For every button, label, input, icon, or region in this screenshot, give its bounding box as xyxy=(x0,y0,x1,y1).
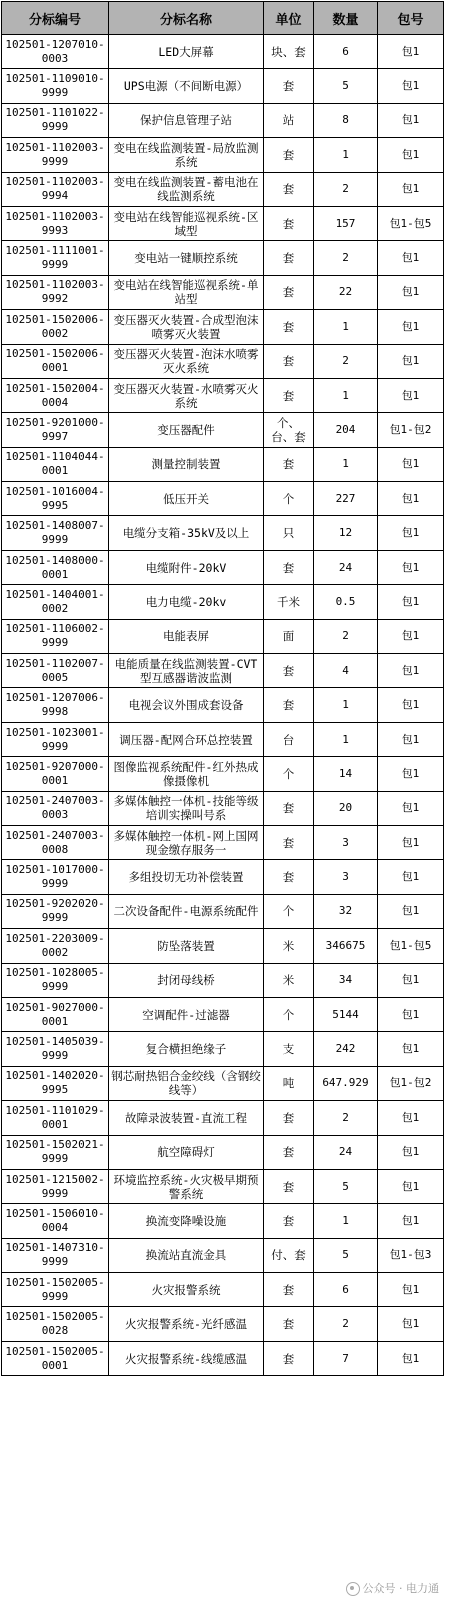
cell-unit: 个、台、套 xyxy=(264,413,314,447)
cell-qty: 2 xyxy=(314,344,378,378)
table-header xyxy=(2,2,444,35)
cell-code: 102501-1111001-9999 xyxy=(2,241,109,275)
cell-qty: 2 xyxy=(314,1101,378,1135)
cell-code: 102501-2407003-0008 xyxy=(2,825,109,859)
cell-code: 102501-1215002-9999 xyxy=(2,1169,109,1203)
cell-name: 电缆分支箱-35kV及以上 xyxy=(109,516,264,550)
table-row xyxy=(2,241,444,275)
cell-code: 102501-1502006-0002 xyxy=(2,310,109,344)
cell-qty: 2 xyxy=(314,172,378,206)
cell-unit: 套 xyxy=(264,654,314,688)
cell-unit: 套 xyxy=(264,69,314,103)
cell-name: 变电在线监测装置-蓄电池在线监测系统 xyxy=(109,172,264,206)
cell-pkg: 包1 xyxy=(378,722,444,756)
wechat-icon xyxy=(346,1582,360,1596)
cell-code: 102501-1102003-9994 xyxy=(2,172,109,206)
cell-code: 102501-1502006-0001 xyxy=(2,344,109,378)
cell-qty: 1 xyxy=(314,722,378,756)
table-row xyxy=(2,791,444,825)
cell-code: 102501-1023001-9999 xyxy=(2,722,109,756)
cell-unit: 套 xyxy=(264,1135,314,1169)
cell-unit: 个 xyxy=(264,997,314,1031)
cell-pkg: 包1 xyxy=(378,550,444,584)
cell-code: 102501-1502005-9999 xyxy=(2,1273,109,1307)
cell-name: 二次设备配件-电源系统配件 xyxy=(109,894,264,928)
cell-qty: 1 xyxy=(314,310,378,344)
cell-pkg: 包1 xyxy=(378,860,444,894)
cell-code: 102501-1017000-9999 xyxy=(2,860,109,894)
cell-name: 调压器-配网合环总控装置 xyxy=(109,722,264,756)
cell-code: 102501-1408000-0001 xyxy=(2,550,109,584)
cell-qty: 1 xyxy=(314,688,378,722)
cell-code: 102501-9207000-0001 xyxy=(2,757,109,791)
cell-pkg: 包1 xyxy=(378,1341,444,1375)
cell-qty: 1 xyxy=(314,447,378,481)
table-row xyxy=(2,1273,444,1307)
cell-name: 复合横担绝缘子 xyxy=(109,1032,264,1066)
table-row xyxy=(2,447,444,481)
cell-unit: 个 xyxy=(264,757,314,791)
cell-name: 换流站直流金具 xyxy=(109,1238,264,1272)
table-row xyxy=(2,206,444,240)
cell-name: 变压器灭火装置-水喷雾灭火系统 xyxy=(109,378,264,412)
cell-unit: 付、套 xyxy=(264,1238,314,1272)
cell-pkg: 包1 xyxy=(378,894,444,928)
cell-unit: 套 xyxy=(264,206,314,240)
cell-qty: 8 xyxy=(314,103,378,137)
cell-code: 102501-1502004-0004 xyxy=(2,378,109,412)
header-name: 分标名称 xyxy=(109,2,264,35)
cell-pkg: 包1 xyxy=(378,482,444,516)
cell-qty: 5 xyxy=(314,1238,378,1272)
header-pkg: 包号 xyxy=(378,2,444,35)
header-unit: 单位 xyxy=(264,2,314,35)
cell-pkg: 包1 xyxy=(378,1169,444,1203)
cell-pkg: 包1 xyxy=(378,963,444,997)
cell-qty: 2 xyxy=(314,619,378,653)
cell-qty: 34 xyxy=(314,963,378,997)
cell-code: 102501-1101022-9999 xyxy=(2,103,109,137)
cell-unit: 套 xyxy=(264,172,314,206)
cell-qty: 22 xyxy=(314,275,378,309)
cell-unit: 套 xyxy=(264,688,314,722)
cell-qty: 6 xyxy=(314,1273,378,1307)
cell-unit: 米 xyxy=(264,929,314,963)
cell-qty: 4 xyxy=(314,654,378,688)
cell-pkg: 包1-包2 xyxy=(378,1066,444,1100)
cell-pkg: 包1 xyxy=(378,1204,444,1238)
cell-unit: 套 xyxy=(264,1101,314,1135)
procurement-table-container xyxy=(1,1,443,1376)
cell-pkg: 包1 xyxy=(378,997,444,1031)
table-row xyxy=(2,1032,444,1066)
cell-pkg: 包1 xyxy=(378,585,444,619)
cell-name: 电视会议外围成套设备 xyxy=(109,688,264,722)
cell-pkg: 包1 xyxy=(378,69,444,103)
header-qty: 数量 xyxy=(314,2,378,35)
cell-unit: 套 xyxy=(264,1169,314,1203)
cell-pkg: 包1-包5 xyxy=(378,929,444,963)
cell-qty: 6 xyxy=(314,35,378,69)
cell-code: 102501-1102007-0005 xyxy=(2,654,109,688)
cell-unit: 套 xyxy=(264,275,314,309)
cell-qty: 5 xyxy=(314,1169,378,1203)
cell-code: 102501-1502005-0001 xyxy=(2,1341,109,1375)
cell-qty: 12 xyxy=(314,516,378,550)
cell-unit: 吨 xyxy=(264,1066,314,1100)
watermark xyxy=(343,1579,443,1597)
cell-unit: 套 xyxy=(264,791,314,825)
cell-pkg: 包1 xyxy=(378,138,444,172)
cell-name: 变电站一键顺控系统 xyxy=(109,241,264,275)
cell-pkg: 包1 xyxy=(378,241,444,275)
table-row xyxy=(2,1066,444,1100)
cell-unit: 套 xyxy=(264,310,314,344)
table-row xyxy=(2,1307,444,1341)
cell-code: 102501-1102003-9993 xyxy=(2,206,109,240)
cell-qty: 1 xyxy=(314,138,378,172)
cell-unit: 套 xyxy=(264,138,314,172)
cell-unit: 套 xyxy=(264,860,314,894)
cell-pkg: 包1 xyxy=(378,516,444,550)
cell-qty: 5 xyxy=(314,69,378,103)
table-row xyxy=(2,1101,444,1135)
cell-code: 102501-1405039-9999 xyxy=(2,1032,109,1066)
cell-pkg: 包1-包3 xyxy=(378,1238,444,1272)
cell-name: 测量控制装置 xyxy=(109,447,264,481)
cell-qty: 24 xyxy=(314,1135,378,1169)
cell-qty: 647.929 xyxy=(314,1066,378,1100)
cell-name: 火灾报警系统 xyxy=(109,1273,264,1307)
cell-name: UPS电源（不间断电源） xyxy=(109,69,264,103)
cell-unit: 个 xyxy=(264,894,314,928)
cell-qty: 3 xyxy=(314,860,378,894)
cell-unit: 支 xyxy=(264,1032,314,1066)
cell-unit: 只 xyxy=(264,516,314,550)
cell-name: 电力电缆-20kv xyxy=(109,585,264,619)
cell-unit: 套 xyxy=(264,447,314,481)
table-row xyxy=(2,378,444,412)
procurement-table xyxy=(1,1,444,1376)
cell-name: 多媒体触控一体机-技能等级培训实操叫号系 xyxy=(109,791,264,825)
cell-pkg: 包1 xyxy=(378,1273,444,1307)
cell-name: 换流变降噪设施 xyxy=(109,1204,264,1238)
cell-code: 102501-1016004-9995 xyxy=(2,482,109,516)
cell-pkg: 包1 xyxy=(378,825,444,859)
cell-code: 102501-9202020-9999 xyxy=(2,894,109,928)
cell-code: 102501-1106002-9999 xyxy=(2,619,109,653)
table-row xyxy=(2,1135,444,1169)
cell-qty: 2 xyxy=(314,1307,378,1341)
cell-pkg: 包1 xyxy=(378,791,444,825)
cell-unit: 块、套 xyxy=(264,35,314,69)
cell-name: 变压器配件 xyxy=(109,413,264,447)
table-row xyxy=(2,413,444,447)
cell-pkg: 包1-包2 xyxy=(378,413,444,447)
cell-qty: 32 xyxy=(314,894,378,928)
table-row xyxy=(2,825,444,859)
cell-code: 102501-1408007-9999 xyxy=(2,516,109,550)
table-row xyxy=(2,894,444,928)
cell-pkg: 包1 xyxy=(378,103,444,137)
cell-code: 102501-1102003-9992 xyxy=(2,275,109,309)
cell-unit: 个 xyxy=(264,482,314,516)
cell-name: 变电站在线智能巡视系统-区域型 xyxy=(109,206,264,240)
cell-code: 102501-1207010-0003 xyxy=(2,35,109,69)
cell-code: 102501-1102003-9999 xyxy=(2,138,109,172)
cell-unit: 面 xyxy=(264,619,314,653)
table-row xyxy=(2,1204,444,1238)
cell-name: 变压器灭火装置-泡沫水喷雾灭火系统 xyxy=(109,344,264,378)
cell-qty: 7 xyxy=(314,1341,378,1375)
cell-name: LED大屏幕 xyxy=(109,35,264,69)
cell-unit: 套 xyxy=(264,344,314,378)
cell-name: 火灾报警系统-线缆感温 xyxy=(109,1341,264,1375)
table-row xyxy=(2,585,444,619)
cell-name: 封闭母线桥 xyxy=(109,963,264,997)
cell-pkg: 包1 xyxy=(378,1101,444,1135)
cell-code: 102501-1104044-0001 xyxy=(2,447,109,481)
cell-name: 火灾报警系统-光纤感温 xyxy=(109,1307,264,1341)
table-row xyxy=(2,1169,444,1203)
cell-unit: 套 xyxy=(264,825,314,859)
cell-pkg: 包1 xyxy=(378,757,444,791)
table-row xyxy=(2,310,444,344)
table-row xyxy=(2,963,444,997)
cell-name: 空调配件-过滤器 xyxy=(109,997,264,1031)
table-row xyxy=(2,1341,444,1375)
cell-pkg: 包1-包5 xyxy=(378,206,444,240)
cell-unit: 套 xyxy=(264,1204,314,1238)
cell-unit: 千米 xyxy=(264,585,314,619)
cell-pkg: 包1 xyxy=(378,1135,444,1169)
cell-pkg: 包1 xyxy=(378,310,444,344)
cell-qty: 346675 xyxy=(314,929,378,963)
table-row xyxy=(2,619,444,653)
cell-name: 航空障碍灯 xyxy=(109,1135,264,1169)
cell-code: 102501-1506010-0004 xyxy=(2,1204,109,1238)
cell-qty: 1 xyxy=(314,1204,378,1238)
cell-unit: 套 xyxy=(264,241,314,275)
cell-qty: 157 xyxy=(314,206,378,240)
cell-pkg: 包1 xyxy=(378,619,444,653)
table-row xyxy=(2,722,444,756)
cell-name: 保护信息管理子站 xyxy=(109,103,264,137)
cell-code: 102501-1101029-0001 xyxy=(2,1101,109,1135)
cell-unit: 米 xyxy=(264,963,314,997)
table-row xyxy=(2,997,444,1031)
table-row xyxy=(2,69,444,103)
cell-unit: 套 xyxy=(264,378,314,412)
cell-qty: 24 xyxy=(314,550,378,584)
cell-code: 102501-1207006-9998 xyxy=(2,688,109,722)
cell-pkg: 包1 xyxy=(378,378,444,412)
table-row xyxy=(2,172,444,206)
cell-unit: 套 xyxy=(264,1307,314,1341)
watermark-text: 公众号 · 电力通 xyxy=(362,1582,439,1595)
table-row xyxy=(2,138,444,172)
cell-code: 102501-1502021-9999 xyxy=(2,1135,109,1169)
cell-name: 多媒体触控一体机-网上国网现金缴存服务一 xyxy=(109,825,264,859)
cell-qty: 227 xyxy=(314,482,378,516)
cell-unit: 套 xyxy=(264,1341,314,1375)
cell-code: 102501-1402020-9995 xyxy=(2,1066,109,1100)
cell-code: 102501-1407310-9999 xyxy=(2,1238,109,1272)
cell-pkg: 包1 xyxy=(378,1307,444,1341)
cell-name: 变电站在线智能巡视系统-单站型 xyxy=(109,275,264,309)
cell-code: 102501-1502005-0028 xyxy=(2,1307,109,1341)
cell-unit: 套 xyxy=(264,1273,314,1307)
cell-pkg: 包1 xyxy=(378,688,444,722)
table-row xyxy=(2,550,444,584)
cell-name: 变压器灭火装置-合成型泡沫喷雾灭火装置 xyxy=(109,310,264,344)
table-row xyxy=(2,482,444,516)
table-row xyxy=(2,103,444,137)
cell-name: 电能表屏 xyxy=(109,619,264,653)
table-row xyxy=(2,35,444,69)
cell-name: 防坠落装置 xyxy=(109,929,264,963)
cell-name: 图像监视系统配件-红外热成像摄像机 xyxy=(109,757,264,791)
cell-code: 102501-9027000-0001 xyxy=(2,997,109,1031)
table-row xyxy=(2,757,444,791)
cell-unit: 站 xyxy=(264,103,314,137)
header-row xyxy=(2,2,444,35)
cell-unit: 台 xyxy=(264,722,314,756)
cell-qty: 0.5 xyxy=(314,585,378,619)
cell-qty: 20 xyxy=(314,791,378,825)
table-row xyxy=(2,516,444,550)
cell-pkg: 包1 xyxy=(378,654,444,688)
cell-name: 电能质量在线监测装置-CVT型互感器谐波监测 xyxy=(109,654,264,688)
cell-name: 多组投切无功补偿装置 xyxy=(109,860,264,894)
cell-unit: 套 xyxy=(264,550,314,584)
cell-name: 变电在线监测装置-局放监测系统 xyxy=(109,138,264,172)
cell-pkg: 包1 xyxy=(378,447,444,481)
table-row xyxy=(2,929,444,963)
table-row xyxy=(2,275,444,309)
cell-qty: 204 xyxy=(314,413,378,447)
cell-code: 102501-1404001-0002 xyxy=(2,585,109,619)
table-row xyxy=(2,1238,444,1272)
cell-code: 102501-1109010-9999 xyxy=(2,69,109,103)
table-body xyxy=(2,35,444,1376)
cell-qty: 2 xyxy=(314,241,378,275)
cell-code: 102501-2407003-0003 xyxy=(2,791,109,825)
cell-name: 故障录波装置-直流工程 xyxy=(109,1101,264,1135)
cell-pkg: 包1 xyxy=(378,1032,444,1066)
cell-qty: 5144 xyxy=(314,997,378,1031)
cell-qty: 242 xyxy=(314,1032,378,1066)
table-row xyxy=(2,344,444,378)
table-row xyxy=(2,688,444,722)
cell-pkg: 包1 xyxy=(378,344,444,378)
cell-qty: 3 xyxy=(314,825,378,859)
cell-pkg: 包1 xyxy=(378,35,444,69)
cell-name: 环境监控系统-火灾极早期预警系统 xyxy=(109,1169,264,1203)
table-row xyxy=(2,654,444,688)
cell-pkg: 包1 xyxy=(378,275,444,309)
cell-code: 102501-1028005-9999 xyxy=(2,963,109,997)
cell-qty: 1 xyxy=(314,378,378,412)
cell-name: 钢芯耐热铝合金绞线（含钢绞线等） xyxy=(109,1066,264,1100)
header-code: 分标编号 xyxy=(2,2,109,35)
cell-code: 102501-9201000-9997 xyxy=(2,413,109,447)
table-row xyxy=(2,860,444,894)
cell-code: 102501-2203009-0002 xyxy=(2,929,109,963)
cell-name: 电缆附件-20kV xyxy=(109,550,264,584)
cell-qty: 14 xyxy=(314,757,378,791)
cell-pkg: 包1 xyxy=(378,172,444,206)
cell-name: 低压开关 xyxy=(109,482,264,516)
